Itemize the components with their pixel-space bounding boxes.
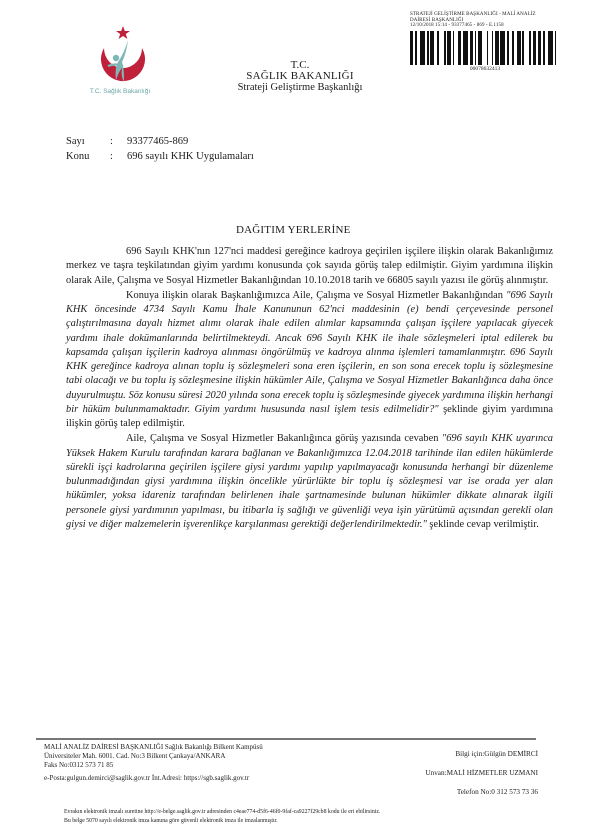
paragraph-3-intro: Aile, Çalışma ve Sosyal Hizmetler Bakanlığınca görüş yazısında cevaben [126,433,442,445]
contact-title: Unvan:MALİ HİZMETLER UZMANI [425,769,538,777]
signature-law-note: Bu belge 5070 sayılı elektronik imza kanuna göre güvenli elektronik imza ile imzalanmıştır. [64,817,278,824]
addressee: DAĞITIM YERLERİNE [236,224,351,236]
paragraph-1: 696 Sayılı KHK'nın 127'nci maddesi gereğince kadroya geçirilen işçilere ilişkin olarak Bakanlığımız merkez ve taşra teşkilatından giyim yardımı konusunda çok sayıda görüş talep edilmiştir. Giyim yardımına ilişkin olarak Aile, Çalışma ve Sosyal Hizmetler Bakanlığından 10.10.2018 tarih ve 66805 sayılı yazısı ile görüş alınmıştır. [66,246,553,286]
barcode-meta-line3: 12/10/2018 15:14 - 93377465 - 869 - E.1158 [410,23,504,28]
sayi-label: Sayı [66,136,85,147]
email-web: e-Posta:gulgun.demirci@saglik.gov.tr İnt.Adresi: https://sgb.saglik.gov.tr [44,774,250,782]
sayi-colon: : [110,136,113,147]
letterhead [170,60,430,93]
header-ministry: SAĞLIK BAKANLIĞI [246,70,354,82]
konu-label: Konu [66,151,90,162]
header-tc: T.C. [290,59,310,71]
paragraph-2 [66,289,553,432]
paragraph-2-intro: Konuya ilişkin olarak Başkanlığımızca Aile, Çalışma ve Sosyal Hizmetler Bakanlığından [126,289,507,301]
header-department: Strateji Geliştirme Başkanlığı [237,82,363,93]
barcode-meta-line1: STRATEJİ GELİŞTİRME BAŞKANLIĞI - MALİ ANALİZ [410,12,536,17]
address-line-1: MALİ ANALİZ DAİRESİ BAŞKANLIĞI Sağlık Bakanlığı Bilkent Kampüsü [44,743,263,751]
e-signature-note [64,808,380,825]
barcode-bar [556,31,559,65]
document-barcode-block [410,12,590,72]
paragraph-2-quote: "696 Sayılı KHK öncesinde 4734 Sayılı Kamu İhale Kanununun 62'nci maddesinin (e) bendi çerçevesinde personel çalıştırılmasına dayalı hizmet alımı olarak ihale edilen alımlar kapsamında çalışan işçilere yapılacak giyecek yardımı ihale dokümanlarında belirtilmekteydi. Ancak 696 Sayılı KHK ile ihale sözleşmeleri iptal edilerek bu kapsamda çalışan işçilerin kadroya alınması öngörülmüş ve kadroya alınma işlemleri tamamlanmıştır. 696 Sayılı KHK gereğince kadroya alınan toplu iş sözleşmeleri sona eren işçilerin, en son sona erecek toplu iş sözleşmesine tabi olacağı ve bu toplu iş sözleşmesine ilişkin hükümler Aile, Çalışma ve Sosyal Hizmetler Bakanlığınca daha önce duyurulmuştu. Söz konusu süresi 2020 yılında sona erecek toplu iş sözleşmesinde giyecek yardımına ilişkin herhangi bir hüküm bulunmamaktadır. Giyim yardımı hususunda nasıl işlem tesis edilmelidir?" [66,289,553,415]
footer-contact [425,750,538,797]
footer-divider [36,738,536,740]
konu-row [66,149,254,164]
footer-address [44,743,263,783]
contact-phone: Telefon No:0 312 573 73 36 [456,788,538,796]
verification-note: Evrakın elektronik imzalı suretine http://e-belge.saglik.gov.tr adresinden c4eae774-d5f6-46f0-9faf-ca9227f29cb8 kodu ile eri ebilirsiniz. [64,809,381,815]
barcode-icon [410,31,560,65]
document-meta [66,134,254,164]
barcode-meta-line2: DAİRESİ BAŞKANLIĞI [410,17,464,23]
barcode-number: 00078632413 [469,65,501,72]
sayi-value: 93377465-869 [127,136,189,147]
sayi-row [66,134,254,149]
konu-value: 696 sayılı KHK Uygulamaları [127,151,254,162]
paragraph-3 [66,432,553,532]
paragraph-2-outro: şeklinde giyim yardımına ilişkin görüş talep edilmiştir. [66,403,554,429]
paragraph-3-quote: "696 sayılı KHK uyarınca Yüksek Hakem Kurulu tarafından karara bağlanan ve Bakanlığımızca 12.04.2018 tarihinde ilan edilen hükümlerde sürekli işçi kadrolarına geçirilen işçilere giysi yardımı yapılıp yapılmayacağı konusunda herhangi bir düzenleme bulunmadığından giysi yardımına ilişkin öncelikle yürürlükte bir toplu iş sözleşmesi var ise orada yer alan hükümler, yoksa idareniz tarafından belirlenen ihale şartnamesinde bulunan hükümler dikkate alınarak ilgili personele giysi yardımının yapılması, bu itibarla iş sağlığı ve güvenliği veya işin yürütümü açısından gerekli olan giysi ve diğer malzemelerin işverenlikçe karşılanması gerektiği değerlendirilmektedir." [66,433,553,530]
paragraph-3-outro: şeklinde cevap verilmiştir. [426,518,539,530]
contact-info: Bilgi için:Gülgün DEMİRCİ [455,750,538,758]
logo-caption: T.C. Sağlık Bakanlığı [89,88,151,95]
konu-colon: : [110,151,113,162]
fax-number: Faks No:0312 573 71 85 [44,761,114,769]
letter-body [66,245,553,532]
address-line-2: Üniversiteler Mah. 6001. Cad. No:3 Bilkent Çankaya/ANKARA [44,752,226,760]
